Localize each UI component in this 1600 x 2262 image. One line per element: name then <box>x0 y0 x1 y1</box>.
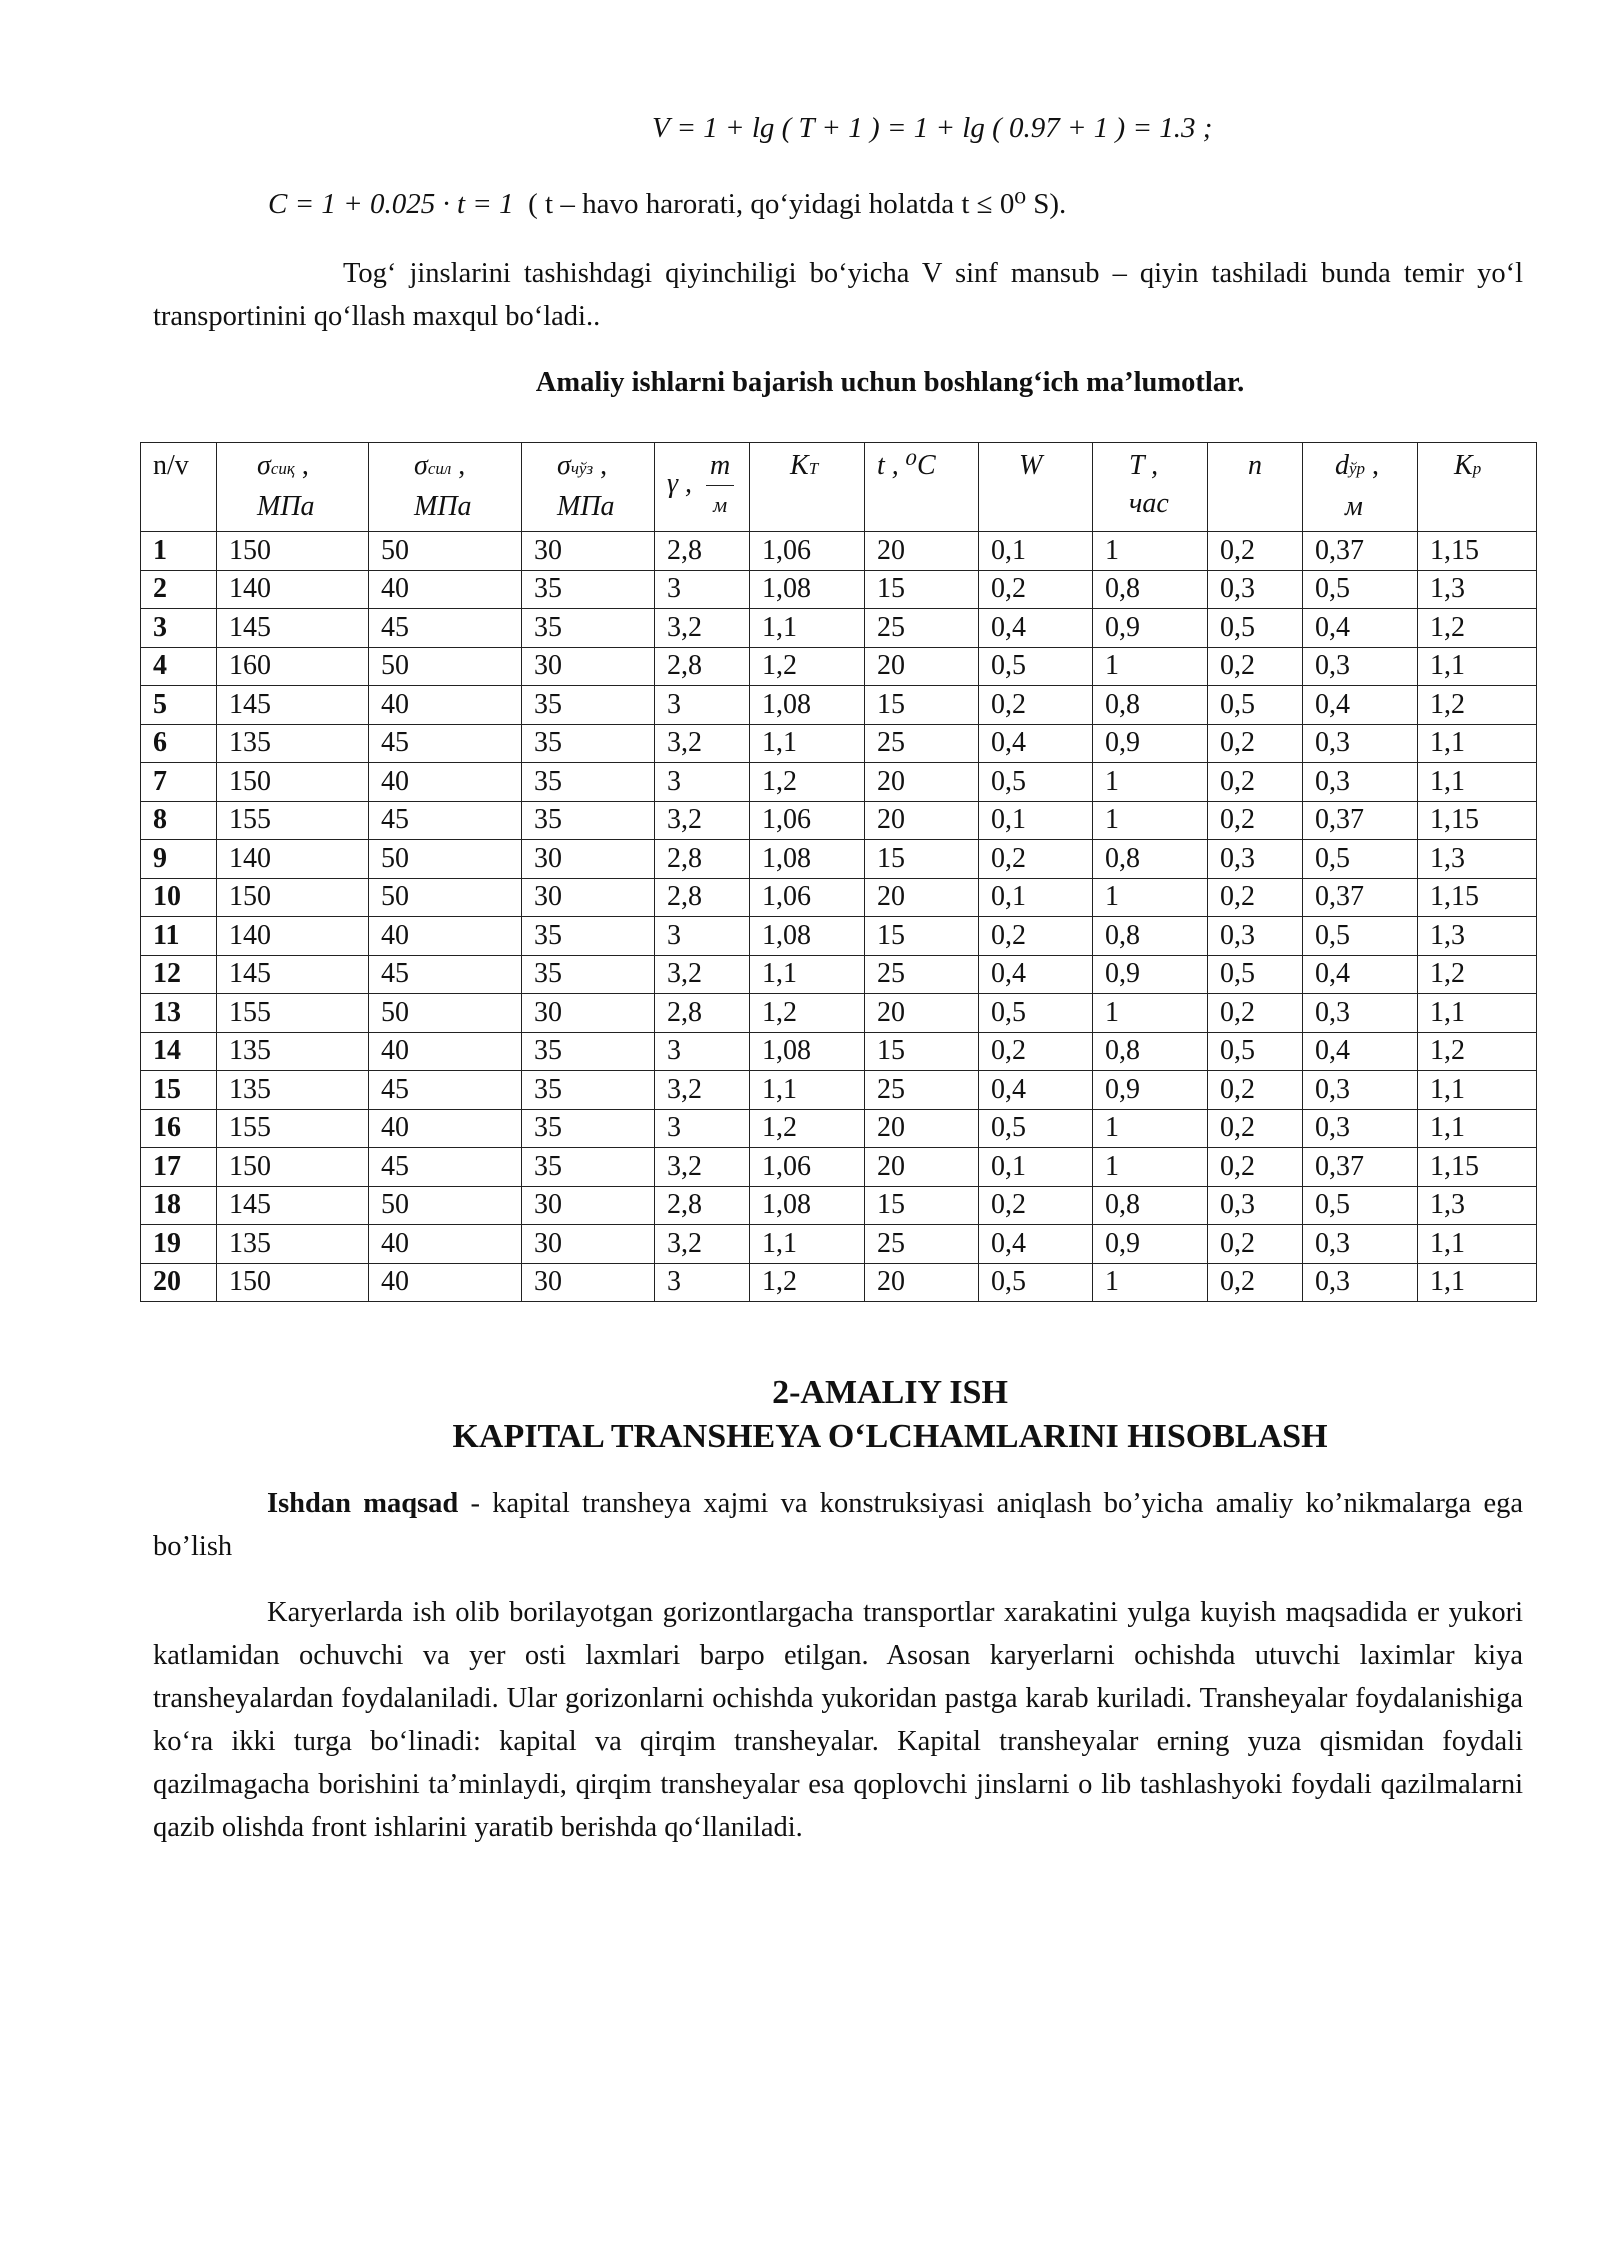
table-cell: 1 <box>1093 801 1208 840</box>
table-cell: 0,8 <box>1093 570 1208 609</box>
table-cell: 1,1 <box>1418 763 1537 802</box>
table-header-row <box>141 443 1537 532</box>
table-cell: 145 <box>217 686 369 725</box>
table-cell: 35 <box>522 609 655 648</box>
section-number-heading: 2-AMALIY ISH <box>772 1374 1008 1411</box>
table-cell: 0,2 <box>1208 878 1303 917</box>
table-row <box>141 1186 1537 1225</box>
table-cell: 0,1 <box>979 532 1093 571</box>
table-cell: 1,1 <box>750 724 865 763</box>
table-cell: 135 <box>217 1071 369 1110</box>
table-cell: 3 <box>655 763 750 802</box>
header-k-t: KТ <box>750 443 865 532</box>
table-cell: 0,9 <box>1093 1225 1208 1264</box>
table-row <box>141 532 1537 571</box>
table-row <box>141 917 1537 956</box>
row-number-cell: 12 <box>141 955 217 994</box>
objective-text: - kapital transheya xajmi va konstruksiyasi aniqlash bo’yicha amaliy ko’nikmalarga ega bo’lish <box>153 1488 1523 1562</box>
table-cell: 1,1 <box>1418 1109 1537 1148</box>
table-cell: 35 <box>522 1109 655 1148</box>
table-cell: 15 <box>865 686 979 725</box>
table-cell: 30 <box>522 532 655 571</box>
table-cell: 155 <box>217 994 369 1033</box>
paragraph-objective <box>153 1482 1523 1568</box>
row-number-cell: 6 <box>141 724 217 763</box>
table-cell: 15 <box>865 570 979 609</box>
table-cell: 0,8 <box>1093 1032 1208 1071</box>
table-cell: 0,3 <box>1208 917 1303 956</box>
table-cell: 1,1 <box>1418 1225 1537 1264</box>
paragraph-transheya-description: Karyerlarda ish olib borilayotgan gorizontlargacha transportlar xarakatini yulga kuyish maqsadida er yukori katlamidan ochuvchi va yer osti laxmlari barpo etilgan. Asosan karyerlarni ochishda utuvchi laximlar kiya transheyalardan foydalaniladi. Ular gorizonlarni ochishda yukoridan pastga karab kuriladi. Transheyalar foydalanishiga ko‘ra ikki turga bo‘linadi: kapital va qirqim transheyalar. Kapital transheyalar erning yuza qismidan foydali qazilmagacha borishini ta’minlaydi, qirqim transheyalar esa qoplovchi jinslarni o lib tashlashyoki foydali qazilmalarni qazib olishda front ishlarini yaratib berishda qo‘llaniladi. <box>153 1597 1523 1843</box>
table-cell: 0,2 <box>1208 1148 1303 1187</box>
table-cell: 1,1 <box>1418 994 1537 1033</box>
table-cell: 20 <box>865 801 979 840</box>
table-cell: 0,5 <box>1208 1032 1303 1071</box>
table-cell: 0,2 <box>1208 994 1303 1033</box>
table-cell: 150 <box>217 763 369 802</box>
formula-c-note: ( t – havo harorati, qo‘yidagi holatda t ≤ 0⁰ S). <box>528 188 1067 220</box>
table-cell: 1,06 <box>750 878 865 917</box>
table-cell: 0,3 <box>1303 994 1418 1033</box>
table-cell: 0,5 <box>1208 609 1303 648</box>
table-cell: 160 <box>217 647 369 686</box>
row-number-cell: 17 <box>141 1148 217 1187</box>
table-cell: 0,8 <box>1093 1186 1208 1225</box>
table-row <box>141 763 1537 802</box>
table-cell: 3 <box>655 1109 750 1148</box>
table-cell: 40 <box>369 570 522 609</box>
row-number-cell: 4 <box>141 647 217 686</box>
table-cell: 1,1 <box>750 609 865 648</box>
table-cell: 15 <box>865 1032 979 1071</box>
table-cell: 2,8 <box>655 1186 750 1225</box>
table-row <box>141 609 1537 648</box>
table-cell: 140 <box>217 917 369 956</box>
table-cell: 30 <box>522 1225 655 1264</box>
row-number-cell: 16 <box>141 1109 217 1148</box>
table-cell: 15 <box>865 917 979 956</box>
header-temperature: t , ⁰C <box>865 443 979 532</box>
table-cell: 0,9 <box>1093 955 1208 994</box>
table-cell: 45 <box>369 801 522 840</box>
table-cell: 50 <box>369 994 522 1033</box>
table-cell: 45 <box>369 1148 522 1187</box>
table-cell: 15 <box>865 840 979 879</box>
header-k-p: Kр <box>1418 443 1537 532</box>
row-number-cell: 9 <box>141 840 217 879</box>
table-cell: 1 <box>1093 878 1208 917</box>
table-cell: 25 <box>865 724 979 763</box>
table-cell: 45 <box>369 955 522 994</box>
table-cell: 0,2 <box>979 686 1093 725</box>
table-cell: 0,9 <box>1093 1071 1208 1110</box>
table-row <box>141 1071 1537 1110</box>
table-cell: 3 <box>655 1032 750 1071</box>
table-cell: 0,3 <box>1303 1071 1418 1110</box>
table-cell: 1 <box>1093 1109 1208 1148</box>
table-cell: 0,37 <box>1303 1148 1418 1187</box>
table-cell: 0,4 <box>979 724 1093 763</box>
table-cell: 45 <box>369 724 522 763</box>
table-cell: 1,3 <box>1418 1186 1537 1225</box>
table-cell: 0,1 <box>979 878 1093 917</box>
table-cell: 1,2 <box>750 994 865 1033</box>
table-cell: 0,2 <box>1208 647 1303 686</box>
table-cell: 2,8 <box>655 840 750 879</box>
row-number-cell: 15 <box>141 1071 217 1110</box>
table-cell: 0,5 <box>1303 570 1418 609</box>
table-cell: 135 <box>217 724 369 763</box>
paragraph-rock-class: Tog‘ jinslarini tashishdagi qiyinchiligi bo‘yicha V sinf mansub – qiyin tashiladi bunda temir yo‘l transportinini qo‘llash maxqul bo‘ladi.. <box>153 258 1523 332</box>
table-cell: 1,08 <box>750 1032 865 1071</box>
section-title-heading: KAPITAL TRANSHEYA O‘LCHAMLARINI HISOBLASH <box>452 1418 1328 1455</box>
table-cell: 0,2 <box>979 840 1093 879</box>
table-cell: 0,37 <box>1303 801 1418 840</box>
table-row <box>141 840 1537 879</box>
table-cell: 0,3 <box>1208 1186 1303 1225</box>
table-cell: 3,2 <box>655 1148 750 1187</box>
table-cell: 0,4 <box>979 955 1093 994</box>
table-cell: 3,2 <box>655 801 750 840</box>
table-cell: 0,5 <box>979 1263 1093 1302</box>
row-number-cell: 19 <box>141 1225 217 1264</box>
table-cell: 1 <box>1093 647 1208 686</box>
table-cell: 3 <box>655 917 750 956</box>
table-cell: 1,15 <box>1418 801 1537 840</box>
table-cell: 1,06 <box>750 801 865 840</box>
table-cell: 1,2 <box>750 647 865 686</box>
table-row <box>141 724 1537 763</box>
header-d: dўр , м <box>1303 443 1418 532</box>
table-cell: 0,1 <box>979 801 1093 840</box>
table-cell: 15 <box>865 1186 979 1225</box>
table-cell: 1,06 <box>750 532 865 571</box>
table-cell: 0,8 <box>1093 840 1208 879</box>
table-row <box>141 647 1537 686</box>
table-cell: 40 <box>369 1225 522 1264</box>
table-row <box>141 1032 1537 1071</box>
header-row-number: n/v <box>141 443 217 532</box>
header-w: W <box>979 443 1093 532</box>
initial-data-table <box>140 442 1537 1302</box>
table-row <box>141 1109 1537 1148</box>
table-cell: 0,2 <box>979 1032 1093 1071</box>
table-cell: 140 <box>217 570 369 609</box>
table-cell: 20 <box>865 647 979 686</box>
table-cell: 0,8 <box>1093 917 1208 956</box>
objective-label: Ishdan maqsad <box>267 1488 459 1519</box>
table-cell: 0,4 <box>979 1225 1093 1264</box>
table-cell: 30 <box>522 994 655 1033</box>
table-cell: 40 <box>369 1109 522 1148</box>
table-cell: 20 <box>865 763 979 802</box>
table-cell: 50 <box>369 878 522 917</box>
table-cell: 0,1 <box>979 1148 1093 1187</box>
table-cell: 1 <box>1093 532 1208 571</box>
table-cell: 3,2 <box>655 724 750 763</box>
table-row <box>141 1225 1537 1264</box>
table-cell: 40 <box>369 686 522 725</box>
table-cell: 0,2 <box>1208 763 1303 802</box>
table-cell: 3,2 <box>655 1071 750 1110</box>
table-cell: 25 <box>865 1071 979 1110</box>
table-cell: 0,2 <box>1208 532 1303 571</box>
table-cell: 1 <box>1093 763 1208 802</box>
row-number-cell: 5 <box>141 686 217 725</box>
table-cell: 0,5 <box>979 1109 1093 1148</box>
table-cell: 1,2 <box>1418 609 1537 648</box>
row-number-cell: 7 <box>141 763 217 802</box>
table-cell: 35 <box>522 1071 655 1110</box>
table-cell: 0,3 <box>1303 724 1418 763</box>
table-cell: 3,2 <box>655 609 750 648</box>
table-body <box>141 532 1537 1302</box>
table-cell: 0,2 <box>1208 1109 1303 1148</box>
table-cell: 0,2 <box>1208 1071 1303 1110</box>
table-cell: 50 <box>369 532 522 571</box>
table-cell: 20 <box>865 994 979 1033</box>
table-cell: 0,8 <box>1093 686 1208 725</box>
table-cell: 25 <box>865 1225 979 1264</box>
row-number-cell: 18 <box>141 1186 217 1225</box>
table-cell: 0,5 <box>979 994 1093 1033</box>
table-cell: 50 <box>369 1186 522 1225</box>
table-cell: 0,5 <box>1303 840 1418 879</box>
table-cell: 0,37 <box>1303 532 1418 571</box>
table-cell: 1,2 <box>1418 955 1537 994</box>
table-cell: 35 <box>522 801 655 840</box>
table-cell: 35 <box>522 955 655 994</box>
row-number-cell: 3 <box>141 609 217 648</box>
table-cell: 1,3 <box>1418 840 1537 879</box>
table-cell: 50 <box>369 840 522 879</box>
table-cell: 0,2 <box>1208 801 1303 840</box>
row-number-cell: 10 <box>141 878 217 917</box>
table-cell: 0,5 <box>979 763 1093 802</box>
row-number-cell: 2 <box>141 570 217 609</box>
row-number-cell: 1 <box>141 532 217 571</box>
row-number-cell: 14 <box>141 1032 217 1071</box>
table-cell: 35 <box>522 917 655 956</box>
table-cell: 35 <box>522 570 655 609</box>
formula-v-text: V = 1 + lg ( T + 1 ) = 1 + lg ( 0.97 + 1 ) = 1.3 ; <box>652 112 1213 144</box>
row-number-cell: 20 <box>141 1263 217 1302</box>
table-row <box>141 878 1537 917</box>
header-tensile-strength: σчўз , МПа <box>522 443 655 532</box>
table-cell: 2,8 <box>655 994 750 1033</box>
table-cell: 1,2 <box>1418 1032 1537 1071</box>
table-cell: 1,1 <box>1418 647 1537 686</box>
table-cell: 20 <box>865 532 979 571</box>
table-cell: 0,4 <box>1303 1032 1418 1071</box>
table-cell: 3 <box>655 686 750 725</box>
table-cell: 40 <box>369 1263 522 1302</box>
row-number-cell: 11 <box>141 917 217 956</box>
table-cell: 1,1 <box>1418 1263 1537 1302</box>
table-cell: 0,3 <box>1303 1263 1418 1302</box>
table-cell: 3 <box>655 1263 750 1302</box>
table-cell: 1,08 <box>750 840 865 879</box>
header-shear-strength: σсил , МПа <box>369 443 522 532</box>
table-cell: 1,08 <box>750 686 865 725</box>
table-row <box>141 1148 1537 1187</box>
table-cell: 0,9 <box>1093 724 1208 763</box>
table-caption: Amaliy ishlarni bajarish uchun boshlang‘ich ma’lumotlar. <box>535 367 1245 398</box>
table-cell: 1,15 <box>1418 878 1537 917</box>
table-cell: 30 <box>522 1186 655 1225</box>
row-number-cell: 13 <box>141 994 217 1033</box>
table-cell: 0,2 <box>1208 1263 1303 1302</box>
table-cell: 3,2 <box>655 955 750 994</box>
table-cell: 0,37 <box>1303 878 1418 917</box>
table-cell: 1,1 <box>1418 1071 1537 1110</box>
table-cell: 30 <box>522 1263 655 1302</box>
formula-c-expr: C = 1 + 0.025 · t = 1 <box>268 188 514 220</box>
table-cell: 2,8 <box>655 878 750 917</box>
header-n: n <box>1208 443 1303 532</box>
table-cell: 1,2 <box>750 763 865 802</box>
table-cell: 35 <box>522 763 655 802</box>
table-cell: 135 <box>217 1225 369 1264</box>
table-cell: 0,2 <box>979 917 1093 956</box>
table-cell: 3 <box>655 570 750 609</box>
table-cell: 0,3 <box>1303 1225 1418 1264</box>
table-cell: 1 <box>1093 994 1208 1033</box>
table-cell: 25 <box>865 609 979 648</box>
table-cell: 35 <box>522 1148 655 1187</box>
table-cell: 0,4 <box>1303 686 1418 725</box>
table-cell: 0,5 <box>1303 1186 1418 1225</box>
table-cell: 1,15 <box>1418 1148 1537 1187</box>
table-cell: 1,1 <box>750 1225 865 1264</box>
table-cell: 35 <box>522 724 655 763</box>
table-cell: 0,5 <box>1208 686 1303 725</box>
table-cell: 1,15 <box>1418 532 1537 571</box>
table-row <box>141 570 1537 609</box>
table-cell: 0,3 <box>1303 763 1418 802</box>
table-cell: 145 <box>217 609 369 648</box>
table-cell: 0,5 <box>1208 955 1303 994</box>
table-cell: 40 <box>369 1032 522 1071</box>
table-row <box>141 1263 1537 1302</box>
table-cell: 0,2 <box>979 570 1093 609</box>
table-cell: 0,5 <box>979 647 1093 686</box>
table-cell: 0,2 <box>1208 1225 1303 1264</box>
table-cell: 40 <box>369 763 522 802</box>
table-cell: 0,2 <box>1208 724 1303 763</box>
table-cell: 1,08 <box>750 917 865 956</box>
row-number-cell: 8 <box>141 801 217 840</box>
table-cell: 1,3 <box>1418 570 1537 609</box>
table-cell: 1,06 <box>750 1148 865 1187</box>
table-cell: 0,5 <box>1303 917 1418 956</box>
table-cell: 1 <box>1093 1148 1208 1187</box>
table-cell: 0,3 <box>1303 647 1418 686</box>
table-cell: 135 <box>217 1032 369 1071</box>
table-cell: 30 <box>522 840 655 879</box>
header-density: γ , т м <box>655 443 750 532</box>
table-cell: 1,2 <box>1418 686 1537 725</box>
table-cell: 2,8 <box>655 647 750 686</box>
table-cell: 145 <box>217 1186 369 1225</box>
table-cell: 0,3 <box>1208 840 1303 879</box>
table-cell: 0,4 <box>1303 609 1418 648</box>
table-cell: 30 <box>522 647 655 686</box>
table-cell: 140 <box>217 840 369 879</box>
table-cell: 1,1 <box>750 1071 865 1110</box>
table-cell: 0,2 <box>979 1186 1093 1225</box>
table-cell: 2,8 <box>655 532 750 571</box>
table-cell: 45 <box>369 1071 522 1110</box>
table-cell: 150 <box>217 532 369 571</box>
table-cell: 1,08 <box>750 1186 865 1225</box>
table-cell: 35 <box>522 686 655 725</box>
table-cell: 3,2 <box>655 1225 750 1264</box>
table-cell: 0,4 <box>1303 955 1418 994</box>
table-cell: 155 <box>217 801 369 840</box>
table-row <box>141 686 1537 725</box>
table-cell: 155 <box>217 1109 369 1148</box>
table-cell: 45 <box>369 609 522 648</box>
header-compressive-strength: σсиқ , МПа <box>217 443 369 532</box>
table-cell: 35 <box>522 1032 655 1071</box>
table-cell: 0,3 <box>1303 1109 1418 1148</box>
table-cell: 20 <box>865 1148 979 1187</box>
table-cell: 145 <box>217 955 369 994</box>
table-cell: 1,08 <box>750 570 865 609</box>
table-cell: 150 <box>217 1148 369 1187</box>
table-cell: 20 <box>865 1263 979 1302</box>
table-cell: 30 <box>522 878 655 917</box>
table-row <box>141 994 1537 1033</box>
table-cell: 1,1 <box>1418 724 1537 763</box>
table-cell: 20 <box>865 878 979 917</box>
table-cell: 0,3 <box>1208 570 1303 609</box>
table-cell: 1,3 <box>1418 917 1537 956</box>
table-cell: 0,9 <box>1093 609 1208 648</box>
table-cell: 20 <box>865 1109 979 1148</box>
table-cell: 1,2 <box>750 1263 865 1302</box>
table-cell: 0,4 <box>979 1071 1093 1110</box>
table-row <box>141 801 1537 840</box>
table-cell: 40 <box>369 917 522 956</box>
formula-c <box>268 186 1066 221</box>
table-cell: 1,1 <box>750 955 865 994</box>
table-cell: 1,2 <box>750 1109 865 1148</box>
table-cell: 1 <box>1093 1263 1208 1302</box>
header-time: T , час <box>1093 443 1208 532</box>
table-row <box>141 955 1537 994</box>
table-cell: 50 <box>369 647 522 686</box>
formula-v <box>652 112 1212 145</box>
table-cell: 25 <box>865 955 979 994</box>
table-cell: 0,4 <box>979 609 1093 648</box>
table-cell: 150 <box>217 1263 369 1302</box>
table-cell: 150 <box>217 878 369 917</box>
